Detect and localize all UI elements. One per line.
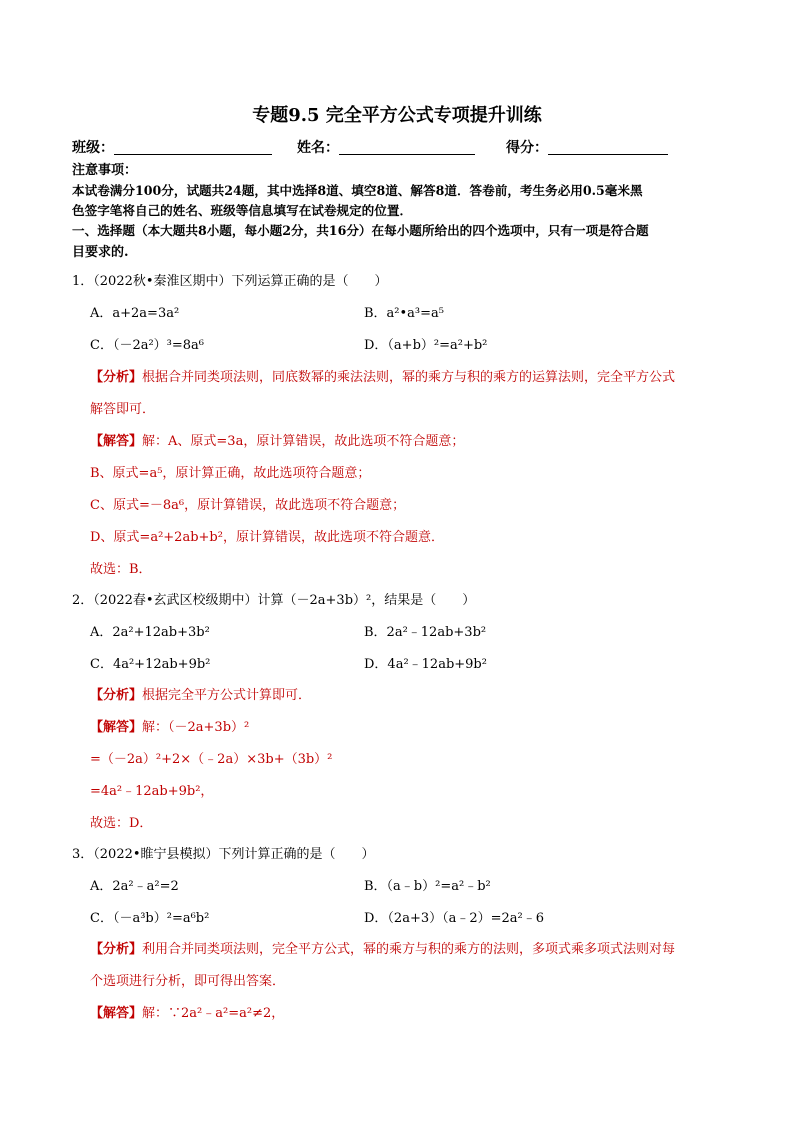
q1-analysis-tag: 【分析】 xyxy=(90,370,143,385)
q1-solve-tag: 【解答】 xyxy=(90,434,143,449)
q2-option-a: A．2a²+12ab+3b² xyxy=(90,625,210,640)
q1-solution-2: B、原式=a⁵，原计算正确，故此选项符合题意； xyxy=(90,466,371,481)
q3-analysis-2: 个选项进行分析，即可得出答案． xyxy=(90,974,286,989)
q1-option-d: D．（a+b）²=a²+b² xyxy=(364,338,488,353)
score-field xyxy=(506,139,668,157)
q2-option-c: C．4a²+12ab+9b² xyxy=(90,657,211,672)
name-field xyxy=(297,139,475,157)
page-title: 专题9.5 完全平方公式专项提升训练 xyxy=(252,105,542,126)
class-blank xyxy=(114,140,272,155)
q2-solution-3: =4a²﹣12ab+9b²， xyxy=(90,784,214,799)
q1-solution-1 xyxy=(90,433,464,451)
q2-stem: 2．（2022春•玄武区校级期中）计算（－2a+3b）²，结果是（ ） xyxy=(72,593,476,608)
q3-option-b: B．（a﹣b）²=a²﹣b² xyxy=(364,879,491,894)
score-label: 得分： xyxy=(506,140,548,156)
q1-answer: 故选：B． xyxy=(90,562,152,577)
class-field xyxy=(72,139,272,157)
q2-solution-1 xyxy=(90,719,249,737)
q1-analysis-text: 根据合并同类项法则，同底数幂的乘法法则，幂的乘方与积的乘方的运算法则，完全平方公式 xyxy=(142,370,676,385)
q1-option-a: A．a+2a=3a² xyxy=(90,306,180,321)
q3-option-a: A．2a²﹣a²=2 xyxy=(90,879,179,894)
q1-option-c: C．（－2a²）³=8a⁶ xyxy=(90,338,205,353)
notice-heading: 注意事项： xyxy=(72,163,138,178)
q2-solve-tag: 【解答】 xyxy=(90,720,143,735)
q3-stem: 3．（2022•睢宁县模拟）下列计算正确的是（ ） xyxy=(72,847,375,862)
q2-option-b: B．2a²﹣12ab+3b² xyxy=(364,625,487,640)
q2-analysis-text: 根据完全平方公式计算即可． xyxy=(142,688,312,703)
q1-stem: 1．（2022秋•秦淮区期中）下列运算正确的是（ ） xyxy=(72,274,388,289)
q2-analysis-1 xyxy=(90,687,311,705)
q2-option-d: D．4a²﹣12ab+9b² xyxy=(364,657,487,672)
q3-option-c: C．（－a³b）²=a⁶b² xyxy=(90,911,210,926)
name-label: 姓名： xyxy=(297,140,339,156)
q2-answer: 故选：D． xyxy=(90,816,153,831)
q1-solution-4: D、原式=a²+2ab+b²，原计算错误，故此选项不符合题意． xyxy=(90,530,444,545)
q1-option-b: B．a²•a³=a⁵ xyxy=(364,306,444,321)
q3-solution-text: 解：∵2a²﹣a²=a²≠2， xyxy=(142,1006,285,1021)
q3-solution-1 xyxy=(90,1005,284,1023)
q3-option-d: D．（2a+3）（a﹣2）=2a²﹣6 xyxy=(364,911,545,926)
notice-line-2: 色签字笔将自己的姓名、班级等信息填写在试卷规定的位置． xyxy=(72,203,413,218)
q2-solution-2: =（－2a）²+2×（﹣2a）×3b+（3b）² xyxy=(90,752,333,767)
score-blank xyxy=(548,140,668,155)
q3-analysis-text: 利用合并同类项法则，完全平方公式，幂的乘方与积的乘方的法则，多项式乘多项式法则对每 xyxy=(142,942,676,957)
class-label: 班级： xyxy=(72,140,114,156)
q1-solution-text: 解：A、原式=3a，原计算错误，故此选项不符合题意； xyxy=(142,434,465,449)
q3-analysis-1 xyxy=(90,941,675,959)
q1-analysis-1 xyxy=(90,369,675,387)
name-blank xyxy=(339,140,475,155)
q2-solution-text: 解：（－2a+3b）² xyxy=(142,720,250,735)
notice-line-1: 本试卷满分100分，试题共24题，其中选择8道、填空8道、解答8道．答卷前，考生务必用0.5毫米黑 xyxy=(72,183,643,198)
q3-analysis-tag: 【分析】 xyxy=(90,942,143,957)
section-heading-1: 一、选择题（本大题共8小题，每小题2分，共16分）在每小题所给出的四个选项中，只有一项是符合题 xyxy=(72,223,649,238)
q2-analysis-tag: 【分析】 xyxy=(90,688,143,703)
q1-analysis-2: 解答即可． xyxy=(90,402,156,417)
q3-solve-tag: 【解答】 xyxy=(90,1006,143,1021)
section-heading-2: 目要求的. xyxy=(72,245,129,260)
q1-solution-3: C、原式=－8a⁶，原计算错误，故此选项不符合题意； xyxy=(90,498,406,513)
